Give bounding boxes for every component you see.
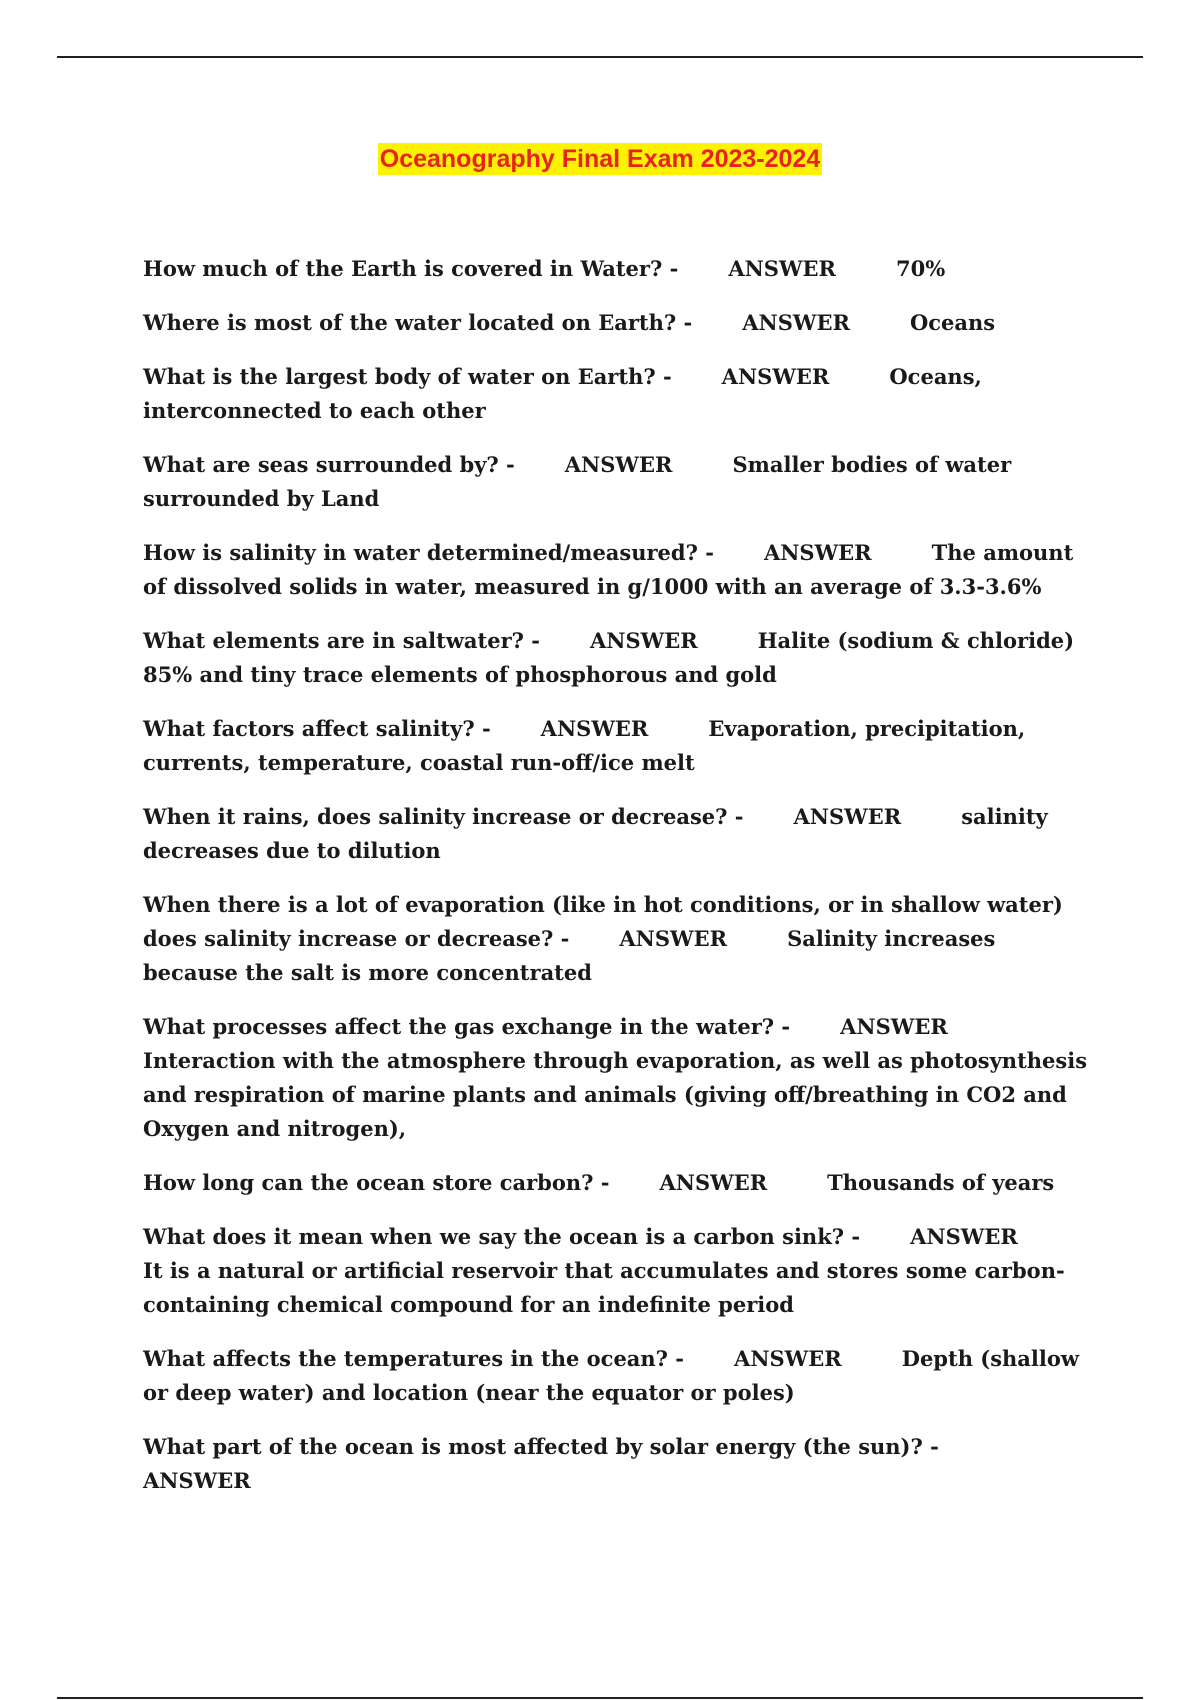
answer-label: ANSWER xyxy=(540,716,649,741)
answer-text: Evaporation, precipitation, currents, temperature, coastal run-off/ice melt xyxy=(143,716,1026,775)
qa-item xyxy=(143,1010,1089,1146)
question-text: What are seas surrounded by? - xyxy=(143,452,515,477)
answer-label: ANSWER xyxy=(910,1224,1018,1249)
qa-item xyxy=(143,536,1089,604)
answer-text: Salinity increases because the salt is more concentrated xyxy=(143,926,996,985)
qa-item xyxy=(143,448,1089,516)
question-text: What affects the temperatures in the ocean? - xyxy=(143,1346,685,1371)
answer-text: Depth (shallow or deep water) and location (near the equator or poles) xyxy=(143,1346,1079,1405)
answer-text: The amount of dissolved solids in water, measured in g/1000 with an average of 3.3-3.6% xyxy=(143,540,1074,599)
question-text: How much of the Earth is covered in Water? - xyxy=(143,256,679,281)
qa-list xyxy=(143,252,1089,1518)
answer-label: ANSWER xyxy=(793,804,902,829)
answer-text: Halite (sodium & chloride) 85% and tiny trace elements of phosphorous and gold xyxy=(143,628,1075,687)
answer-label: ANSWER xyxy=(721,364,830,389)
answer-label: ANSWER xyxy=(143,1468,251,1493)
question-text: What factors affect salinity? - xyxy=(143,716,491,741)
answer-text: Oceans xyxy=(909,310,996,335)
answer-label: ANSWER xyxy=(763,540,872,565)
qa-item xyxy=(143,800,1089,868)
question-text: What processes affect the gas exchange in the water? - xyxy=(143,1014,791,1039)
top-rule xyxy=(57,56,1143,58)
answer-label: ANSWER xyxy=(564,452,673,477)
bottom-rule xyxy=(57,1697,1143,1699)
page-title: Oceanography Final Exam 2023-2024 xyxy=(379,145,821,173)
answer-label: ANSWER xyxy=(742,310,850,335)
answer-label: ANSWER xyxy=(840,1014,948,1039)
title-container xyxy=(0,143,1200,175)
qa-item xyxy=(143,1342,1089,1410)
answer-label: ANSWER xyxy=(619,926,728,951)
qa-item xyxy=(143,1166,1089,1200)
answer-label: ANSWER xyxy=(734,1346,842,1371)
answer-text: Interaction with the atmosphere through evaporation, as well as photosynthesis and respiration of marine plants and animals (giving off/breathing in CO2 and Oxygen and nitrogen), xyxy=(143,1048,1088,1141)
qa-item xyxy=(143,360,1089,428)
qa-item xyxy=(143,1430,1089,1498)
qa-item xyxy=(143,888,1089,990)
answer-text: salinity decreases due to dilution xyxy=(143,804,1048,863)
answer-text: It is a natural or artificial reservoir that accumulates and stores some carbon-containing chemical compound for an indefinite period xyxy=(143,1258,1065,1317)
question-text: How is salinity in water determined/measured? - xyxy=(143,540,714,565)
question-text: What does it mean when we say the ocean is a carbon sink? - xyxy=(143,1224,861,1249)
question-text: What elements are in saltwater? - xyxy=(143,628,541,653)
answer-text: Thousands of years xyxy=(827,1170,1055,1195)
question-text: What is the largest body of water on Earth? - xyxy=(143,364,672,389)
question-text: How long can the ocean store carbon? - xyxy=(143,1170,610,1195)
answer-text: Smaller bodies of water surrounded by Land xyxy=(143,452,1012,511)
question-text: What part of the ocean is most affected by solar energy (the sun)? - xyxy=(143,1434,939,1459)
answer-label: ANSWER xyxy=(728,256,837,281)
qa-item xyxy=(143,712,1089,780)
question-text: Where is most of the water located on Earth? - xyxy=(143,310,693,335)
question-text: When it rains, does salinity increase or decrease? - xyxy=(143,804,744,829)
answer-text: Oceans, interconnected to each other xyxy=(143,364,982,423)
question-text: When there is a lot of evaporation (like in hot conditions, or in shallow water) does salinity increase or decrease? - xyxy=(143,892,1063,951)
answer-label: ANSWER xyxy=(590,628,698,653)
qa-item xyxy=(143,306,1089,340)
qa-item xyxy=(143,624,1089,692)
qa-item xyxy=(143,1220,1089,1322)
qa-item xyxy=(143,252,1089,286)
answer-label: ANSWER xyxy=(659,1170,768,1195)
answer-text: 70% xyxy=(896,256,946,281)
